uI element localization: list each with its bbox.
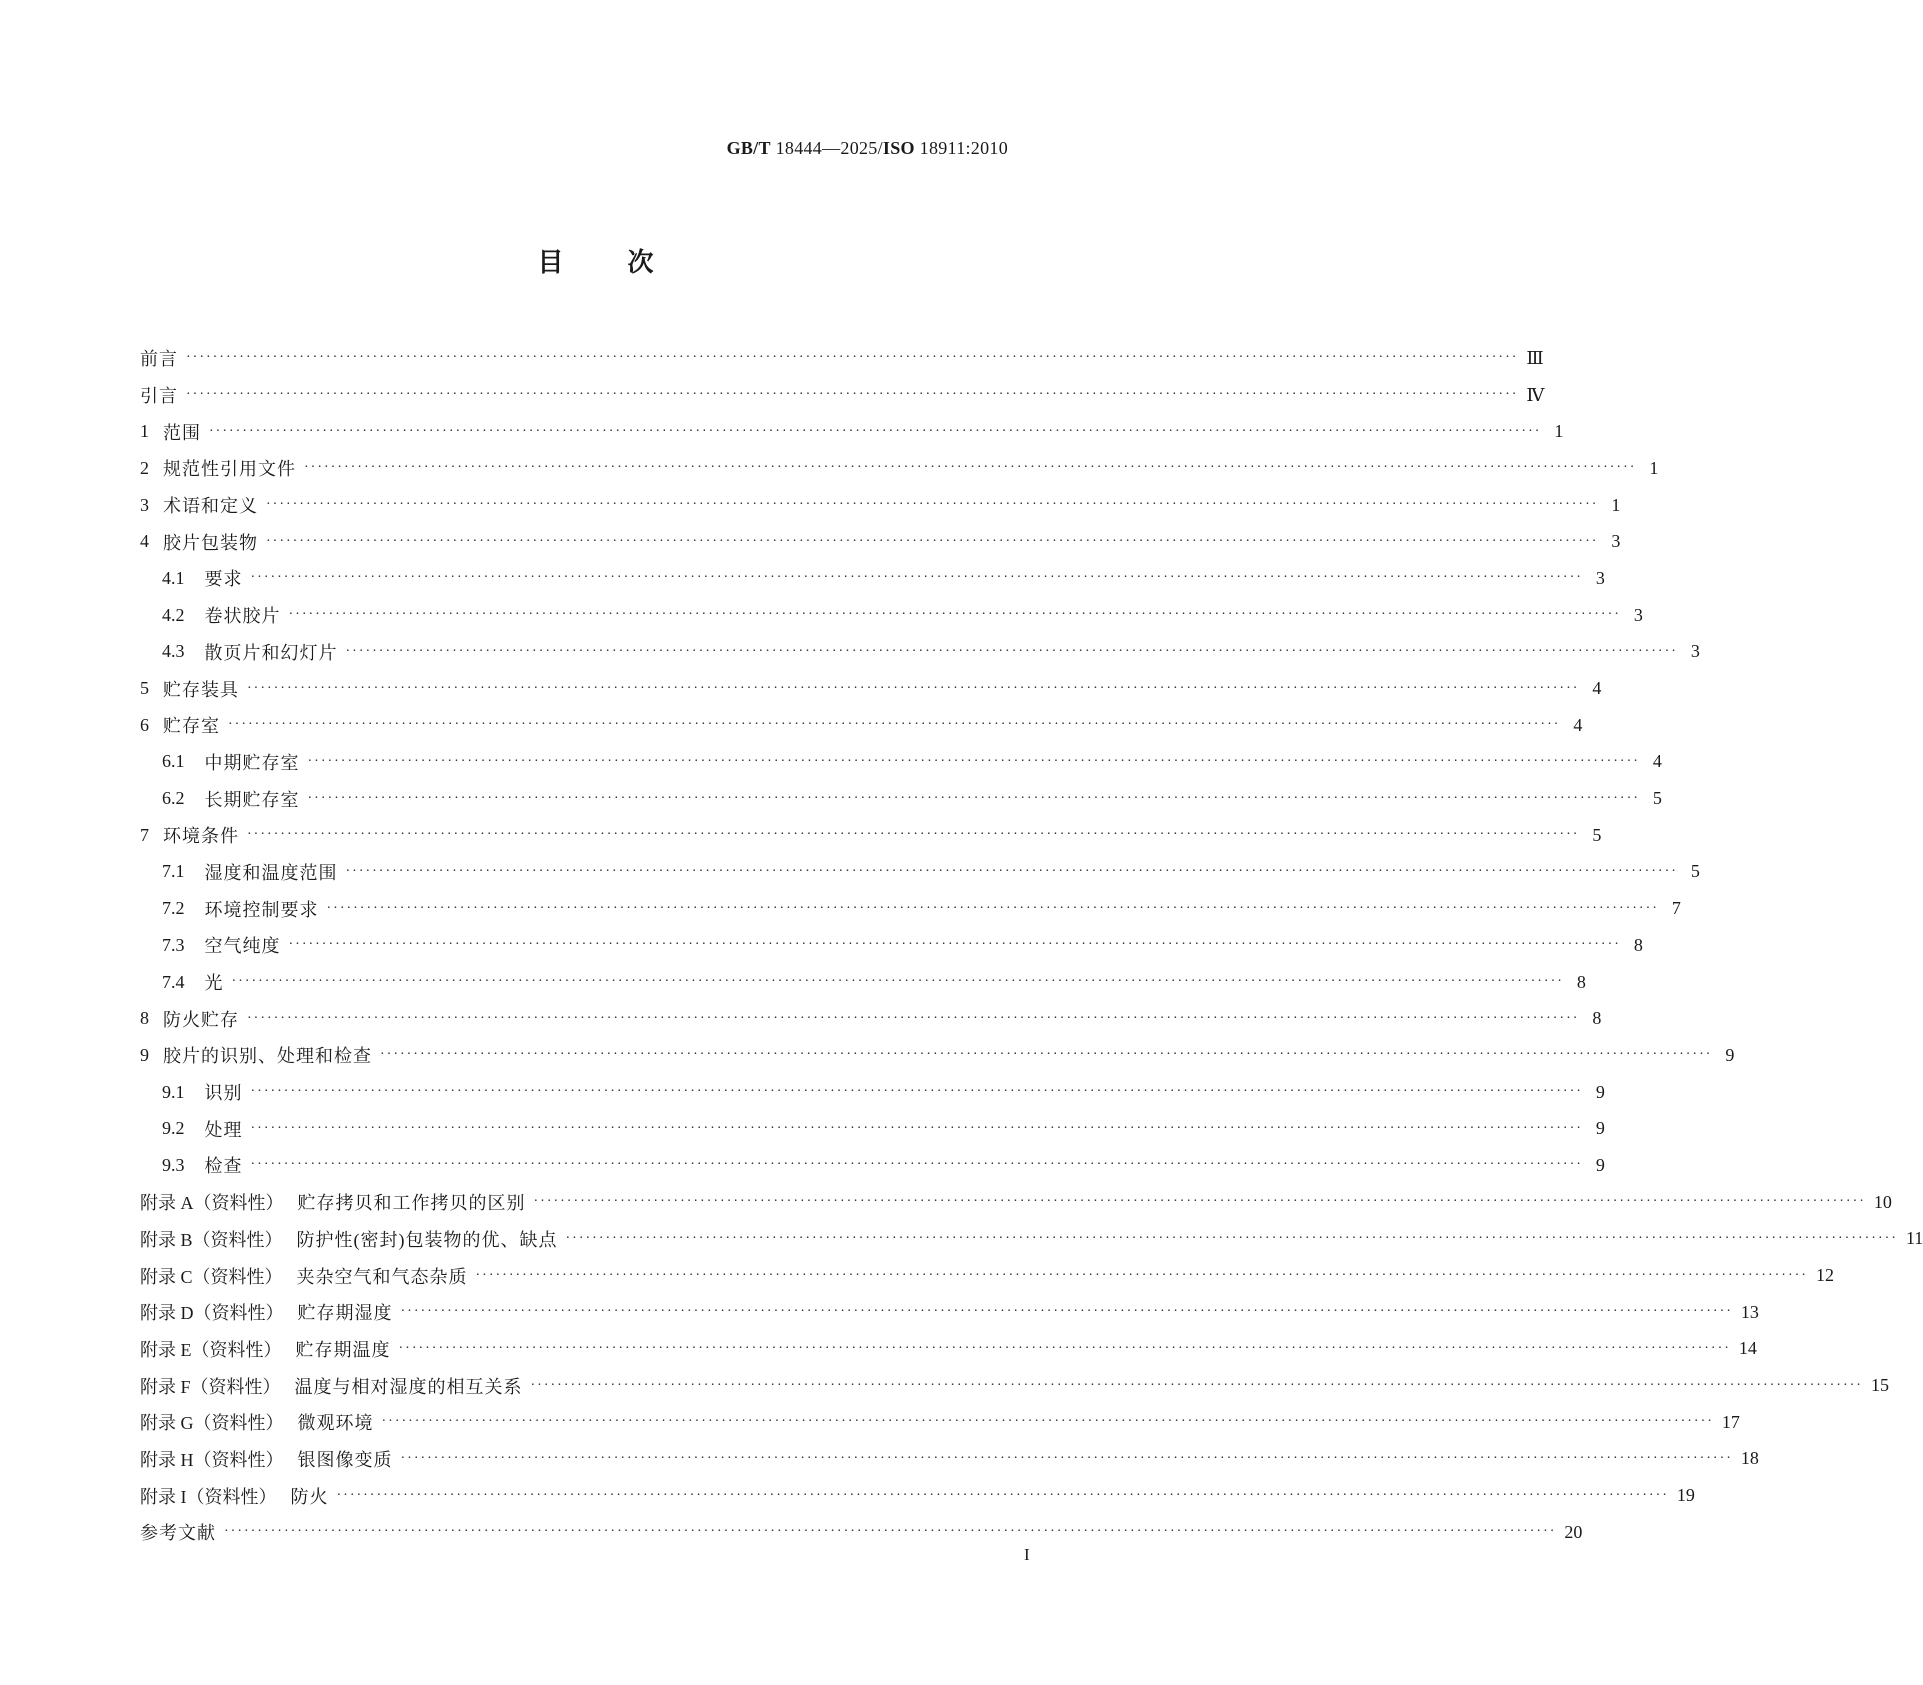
toc-entry-label: 贮存期湿度 [297,1303,393,1324]
toc-entry-label: 胶片包装物 [163,532,258,553]
toc-entry[interactable] [140,413,1564,450]
toc-entry-page: 1 [1611,494,1621,515]
toc-entry-page: 15 [1870,1375,1889,1396]
dot-leader: ········································································································································································································ [224,1524,1557,1540]
toc-entry-page: 8 [1576,971,1586,992]
toc-entry[interactable] [140,560,1605,597]
toc-entry-page: 10 [1873,1191,1892,1212]
toc-entry-label: 贮存期温度 [295,1339,391,1360]
toc-entry-label: 银图像变质 [297,1449,393,1470]
dot-leader: ········································································································································································································ [307,753,1640,769]
toc-entry-number: 9.2 [162,1118,185,1139]
toc-entry-label: 微观环境 [297,1413,374,1434]
title-char: 次 [627,248,654,278]
toc-entry-label: 检查 [204,1156,243,1177]
toc-entry-number: 8 [140,1008,149,1029]
toc-entry[interactable] [140,1221,1923,1258]
toc-entry[interactable] [140,597,1643,634]
toc-entry-page: 20 [1564,1521,1583,1542]
dot-leader: ········································································································································································································ [250,1120,1583,1136]
toc-entry-number: 7.2 [162,898,185,919]
toc-entry-page: 9 [1725,1044,1735,1065]
toc-entry[interactable] [140,1074,1605,1111]
toc-entry-number: 9.3 [162,1154,185,1175]
toc-entry-number: 7.1 [162,861,185,882]
dot-leader: ········································································································································································································ [336,1487,1669,1503]
toc-entry-number: 4.2 [162,604,185,625]
dot-leader: ········································································································································································································ [533,1194,1866,1210]
dot-leader: ········································································································································································································ [475,1267,1808,1283]
dot-leader: ········································································································································································································ [326,900,1659,916]
standard-number: 18444—2025/ [775,138,883,158]
toc-entry-label: 防火 [290,1486,329,1507]
dot-leader: ········································································································································································································ [381,1414,1714,1430]
toc-entry-number: 附录 A（资料性） [140,1193,284,1214]
document-header [727,138,1008,159]
toc-entry-number: 附录 C（资料性） [140,1266,283,1287]
toc-entry-label: 防护性(密封)包装物的优、缺点 [296,1229,558,1250]
toc-entry-page: 4 [1573,714,1583,735]
toc-entry-label: 规范性引用文件 [163,459,296,480]
toc-entry[interactable] [140,707,1583,744]
toc-entry-label: 温度与相对湿度的相互关系 [294,1376,523,1397]
toc-entry-page: 9 [1595,1118,1605,1139]
toc-entry-number: 4 [140,531,149,552]
toc-entry[interactable] [140,854,1700,891]
toc-entry-page: 14 [1738,1338,1757,1359]
toc-entry-page: 3 [1690,641,1700,662]
toc-entry[interactable] [140,670,1602,707]
toc-entry-number: 5 [140,678,149,699]
table-of-contents [140,340,1923,1551]
toc-entry-label: 散页片和幻灯片 [204,642,338,663]
toc-entry-page: 4 [1652,751,1662,772]
dot-leader: ········································································································································································································ [288,937,1621,953]
toc-entry-page: Ⅳ [1526,384,1545,405]
toc-entry-page: 19 [1676,1485,1695,1506]
dot-leader: ········································································································································································································ [345,863,1678,879]
toc-entry-number: 附录 G（资料性） [140,1413,284,1434]
toc-entry-page: 1 [1554,421,1564,442]
toc-entry[interactable] [140,1147,1605,1184]
toc-entry-page: 5 [1592,824,1602,845]
toc-entry-label: 防火贮存 [163,1009,239,1030]
toc-entry-number: 6.2 [162,788,185,809]
dot-leader: ········································································································································································································ [307,790,1640,806]
toc-entry-page: 5 [1652,788,1662,809]
toc-entry-number: 附录 F（资料性） [140,1376,281,1397]
toc-entry[interactable] [140,1404,1740,1441]
toc-entry[interactable] [140,487,1621,524]
dot-leader: ········································································································································································································ [565,1230,1898,1246]
toc-entry[interactable] [140,744,1662,781]
toc-entry[interactable] [140,450,1659,487]
toc-entry-label: 范围 [163,422,201,443]
toc-entry-page: 11 [1905,1228,1923,1249]
toc-entry-number: 6 [140,714,149,735]
iso-number: 18911:2010 [919,138,1008,158]
dot-leader: ········································································································································································································ [250,570,1583,586]
toc-entry-number: 9 [140,1044,149,1065]
toc-entry-label: 要求 [204,569,243,590]
toc-entry[interactable] [140,1477,1695,1514]
dot-leader: ········································································································································································································ [209,423,1542,439]
standard-code: GB/T [726,138,771,158]
toc-entry-label: 环境控制要求 [204,899,319,920]
dot-leader: ········································································································································································································ [186,387,1519,403]
toc-entry-number: 9.1 [162,1081,185,1102]
toc-entry[interactable] [140,890,1681,927]
toc-entry-number: 附录 E（资料性） [140,1339,282,1360]
dot-leader: ········································································································································································································ [247,680,1580,696]
toc-entry[interactable] [140,377,1545,414]
toc-entry[interactable] [140,780,1662,817]
dot-leader: ········································································································································································································ [186,350,1519,366]
toc-entry-label: 贮存装具 [163,679,239,700]
toc-entry-number: 7.3 [162,934,185,955]
dot-leader: ········································································································································································································ [288,607,1621,623]
toc-entry[interactable] [140,964,1586,1001]
iso-code: ISO [882,138,915,158]
dot-leader: ········································································································································································································ [530,1377,1863,1393]
toc-entry-number: 2 [140,457,149,478]
toc-entry-page: 4 [1592,678,1602,699]
toc-entry-label: 光 [204,973,224,994]
dot-leader: ········································································································································································································ [304,460,1637,476]
dot-leader: ········································································································································································································ [398,1340,1731,1356]
toc-entry-label: 长期贮存室 [204,789,300,810]
dot-leader: ········································································································································································································ [345,643,1678,659]
dot-leader: ········································································································································································································ [380,1047,1713,1063]
toc-entry-page: 1 [1649,457,1659,478]
dot-leader: ········································································································································································································ [247,827,1580,843]
dot-leader: ········································································································································································································ [266,497,1599,513]
toc-entry[interactable] [140,1110,1605,1147]
toc-entry[interactable] [140,1514,1583,1551]
toc-entry-number: 附录 I（资料性） [140,1486,277,1507]
toc-entry-page: 13 [1740,1301,1759,1322]
toc-entry-page: 17 [1721,1411,1740,1432]
toc-entry-label: 湿度和温度范围 [204,862,338,883]
toc-entry-label: 贮存拷贝和工作拷贝的区别 [297,1193,526,1214]
toc-entry-number: 1 [140,421,149,442]
toc-entry-page: 3 [1633,604,1643,625]
toc-entry[interactable] [140,1037,1735,1074]
toc-entry-number: 附录 D（资料性） [140,1303,284,1324]
toc-entry-page: 12 [1815,1265,1834,1286]
toc-entry-page: 5 [1690,861,1700,882]
dot-leader: ········································································································································································································ [266,533,1599,549]
toc-entry-label: 处理 [204,1119,243,1140]
dot-leader: ········································································································································································································ [400,1304,1733,1320]
toc-entry-label: 夹杂空气和气态杂质 [296,1266,468,1287]
toc-entry[interactable] [140,1257,1834,1294]
toc-entry[interactable] [140,634,1700,671]
toc-entry-number: 4.3 [162,641,185,662]
toc-entry-label: 中期贮存室 [204,752,300,773]
toc-entry-label: 引言 [140,386,178,407]
toc-entry-number: 7.4 [162,971,185,992]
toc-entry-number: 4.1 [162,567,185,588]
toc-entry[interactable] [140,1294,1759,1331]
dot-leader: ········································································································································································································ [231,974,1564,990]
toc-entry[interactable] [140,1441,1759,1478]
toc-entry-label: 识别 [204,1083,243,1104]
toc-entry-page: Ⅲ [1526,347,1544,368]
toc-entry-page: 18 [1740,1448,1759,1469]
toc-entry-number: 6.1 [162,751,185,772]
toc-entry-label: 胶片的识别、处理和检查 [163,1046,372,1067]
toc-entry-page: 8 [1592,1008,1602,1029]
toc-entry[interactable] [140,817,1602,854]
toc-entry-number: 3 [140,494,149,515]
dot-leader: ········································································································································································································ [250,1084,1583,1100]
toc-entry-label: 前言 [140,349,178,370]
toc-entry-page: 9 [1595,1154,1605,1175]
toc-entry-number: 7 [140,824,149,845]
toc-entry-number: 附录 B（资料性） [140,1229,283,1250]
toc-entry[interactable] [140,1184,1892,1221]
title-char: 目 [537,248,564,278]
dot-leader: ········································································································································································································ [228,717,1561,733]
toc-entry-label: 术语和定义 [163,496,258,517]
toc-entry-label: 空气纯度 [204,936,281,957]
toc-entry-label: 环境条件 [163,826,239,847]
toc-entry-number: 附录 H（资料性） [140,1449,284,1470]
toc-entry[interactable] [140,927,1643,964]
toc-entry-label: 参考文献 [140,1523,216,1544]
toc-entry-page: 7 [1671,898,1681,919]
toc-entry[interactable] [140,340,1544,377]
dot-leader: ········································································································································································································ [247,1010,1580,1026]
toc-entry-label: 卷状胶片 [204,606,281,627]
dot-leader: ········································································································································································································ [250,1157,1583,1173]
dot-leader: ········································································································································································································ [400,1450,1733,1466]
page-title [0,242,1191,279]
toc-entry-label: 贮存室 [163,716,220,737]
page-number: I [1024,1545,1030,1564]
toc-entry[interactable] [140,1367,1889,1404]
toc-entry-page: 3 [1595,567,1605,588]
toc-entry-page: 9 [1595,1081,1605,1102]
toc-entry-page: 3 [1611,531,1621,552]
toc-entry[interactable] [140,523,1621,560]
toc-entry-page: 8 [1633,934,1643,955]
toc-entry[interactable] [140,1331,1757,1368]
toc-entry[interactable] [140,1000,1602,1037]
